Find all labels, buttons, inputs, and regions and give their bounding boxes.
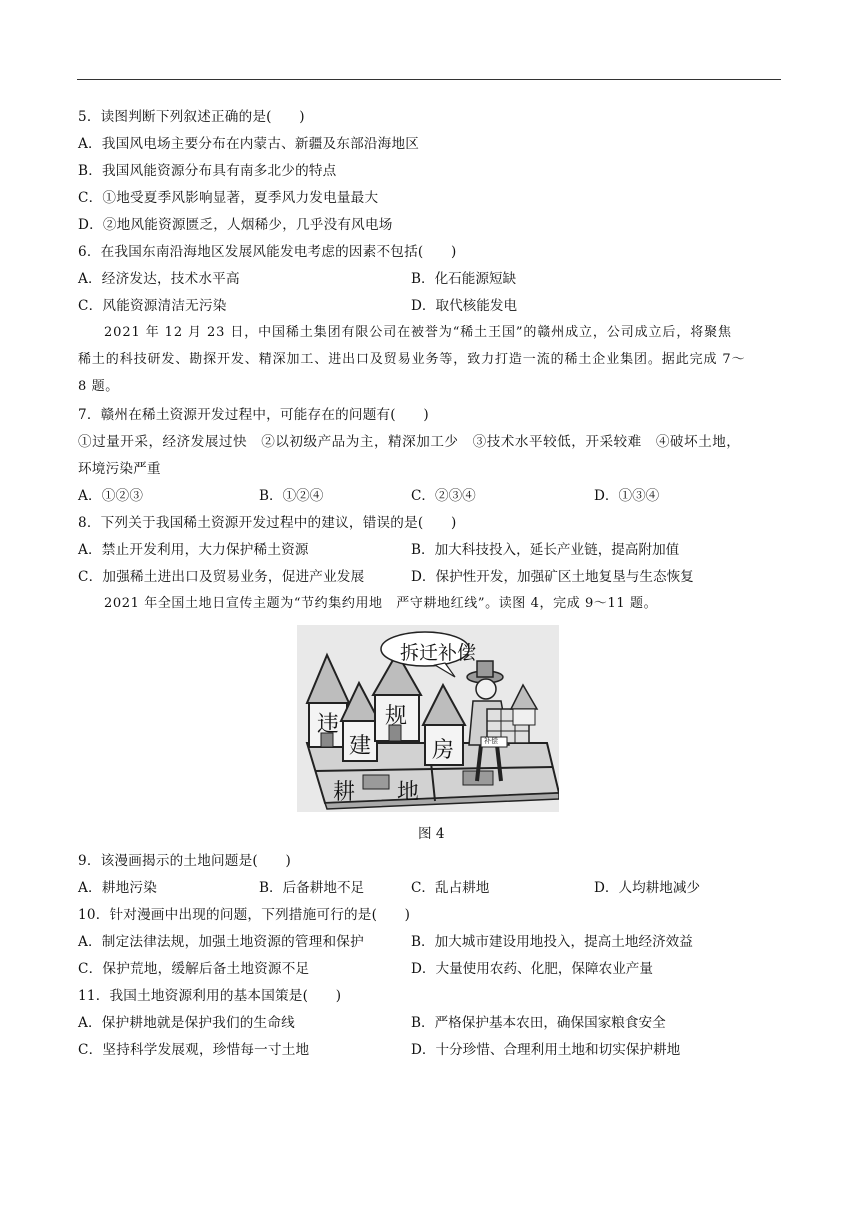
q5-option-a: A．我国风电场主要分布在内蒙古、新疆及东部沿海地区 bbox=[78, 136, 420, 152]
passage-rare-earth-line2: 稀土的科技研发、勘探开发、精深加工、进出口及贸易业务等，致力打造一流的稀土企业集团。据此完成 7～ bbox=[78, 352, 746, 367]
q11-option-c: C．坚持科学发展观，珍惜每一寸土地 bbox=[78, 1042, 310, 1058]
q6-option-c: C．风能资源清洁无污染 bbox=[78, 298, 227, 314]
header-rule bbox=[77, 79, 781, 80]
q10-option-c: C．保护荒地，缓解后备土地资源不足 bbox=[78, 961, 310, 977]
passage-rare-earth-line3: 8 题。 bbox=[78, 379, 119, 394]
q5-stem: 5．读图判断下列叙述正确的是( ) bbox=[78, 109, 305, 125]
house-label-4: 房 bbox=[432, 738, 455, 763]
farmland-label-2: 地 bbox=[397, 780, 420, 805]
q6-option-b: B．化石能源短缺 bbox=[411, 271, 517, 287]
house-label-3: 建 bbox=[349, 734, 372, 759]
q11-stem: 11．我国土地资源利用的基本国策是( ) bbox=[78, 988, 342, 1004]
q10-option-d: D．大量使用农药、化肥，保障农业产量 bbox=[411, 961, 653, 977]
figure-4-cartoon bbox=[297, 625, 559, 812]
q8-option-c: C．加强稀土进出口及贸易业务，促进产业发展 bbox=[78, 569, 365, 585]
q11-option-b: B．严格保护基本农田，确保国家粮食安全 bbox=[411, 1015, 666, 1031]
q7-items-line2: 环境污染严重 bbox=[78, 461, 161, 477]
q5-option-c: C．①地受夏季风影响显著，夏季风力发电量最大 bbox=[78, 190, 379, 206]
q7-items-line1: ①过量开采，经济发展过快 ②以初级产品为主，精深加工少 ③技术水平较低，开采较难 ④破坏土地， bbox=[78, 434, 741, 450]
q6-option-a: A．经济发达，技术水平高 bbox=[78, 271, 240, 287]
q8-option-b: B．加大科技投入，延长产业链，提高附加值 bbox=[411, 542, 680, 558]
figure-caption: 图 4 bbox=[418, 826, 445, 842]
farmland-label-1: 耕 bbox=[333, 780, 356, 805]
q7-stem: 7．赣州在稀土资源开发过程中，可能存在的问题有( ) bbox=[78, 407, 429, 423]
q8-option-d: D．保护性开发，加强矿区土地复垦与生态恢复 bbox=[411, 569, 694, 585]
q10-stem: 10．针对漫画中出现的问题，下列措施可行的是( ) bbox=[78, 907, 411, 923]
q7-option-a: A．①②③ bbox=[78, 488, 144, 504]
q10-option-b: B．加大城市建设用地投入，提高土地经济效益 bbox=[411, 934, 693, 950]
q11-option-a: A．保护耕地就是保护我们的生命线 bbox=[78, 1015, 295, 1031]
q8-stem: 8．下列关于我国稀土资源开发过程中的建议，错误的是( ) bbox=[78, 515, 457, 531]
q7-option-c: C．②③④ bbox=[411, 488, 476, 504]
house-label-2: 规 bbox=[385, 704, 408, 729]
q11-option-d: D．十分珍惜、合理利用土地和切实保护耕地 bbox=[411, 1042, 681, 1058]
q8-option-a: A．禁止开发利用，大力保护稀土资源 bbox=[78, 542, 309, 558]
q9-stem: 9．该漫画揭示的土地问题是( ) bbox=[78, 853, 291, 869]
q9-option-a: A．耕地污染 bbox=[78, 880, 157, 896]
speech-bubble-text: 拆迁补偿 bbox=[400, 642, 477, 664]
q6-stem: 6．在我国东南沿海地区发展风能发电考虑的因素不包括( ) bbox=[78, 244, 457, 260]
passage-land-day: 2021 年全国土地日宣传主题为“节约集约用地 严守耕地红线”。读图 4，完成 9～11 题。 bbox=[104, 596, 658, 611]
q9-option-c: C．乱占耕地 bbox=[411, 880, 490, 896]
house-label-1: 违 bbox=[317, 712, 340, 737]
q9-option-d: D．人均耕地减少 bbox=[594, 880, 701, 896]
q5-option-d: D．②地风能资源匮乏，人烟稀少，几乎没有风电场 bbox=[78, 217, 393, 233]
q6-option-d: D．取代核能发电 bbox=[411, 298, 518, 314]
q5-option-b: B．我国风能资源分布具有南多北少的特点 bbox=[78, 163, 337, 179]
q7-option-b: B．①②④ bbox=[259, 488, 324, 504]
passage-rare-earth-line1: 2021 年 12 月 23 日，中国稀土集团有限公司在被誉为“稀土王国”的赣州成立，公司成立后，将聚焦 bbox=[104, 325, 732, 340]
q10-option-a: A．制定法律法规，加强土地资源的管理和保护 bbox=[78, 934, 364, 950]
q7-option-d: D．①③④ bbox=[594, 488, 660, 504]
q9-option-b: B．后备耕地不足 bbox=[259, 880, 365, 896]
basket-tag-text: 补偿 bbox=[484, 737, 498, 745]
